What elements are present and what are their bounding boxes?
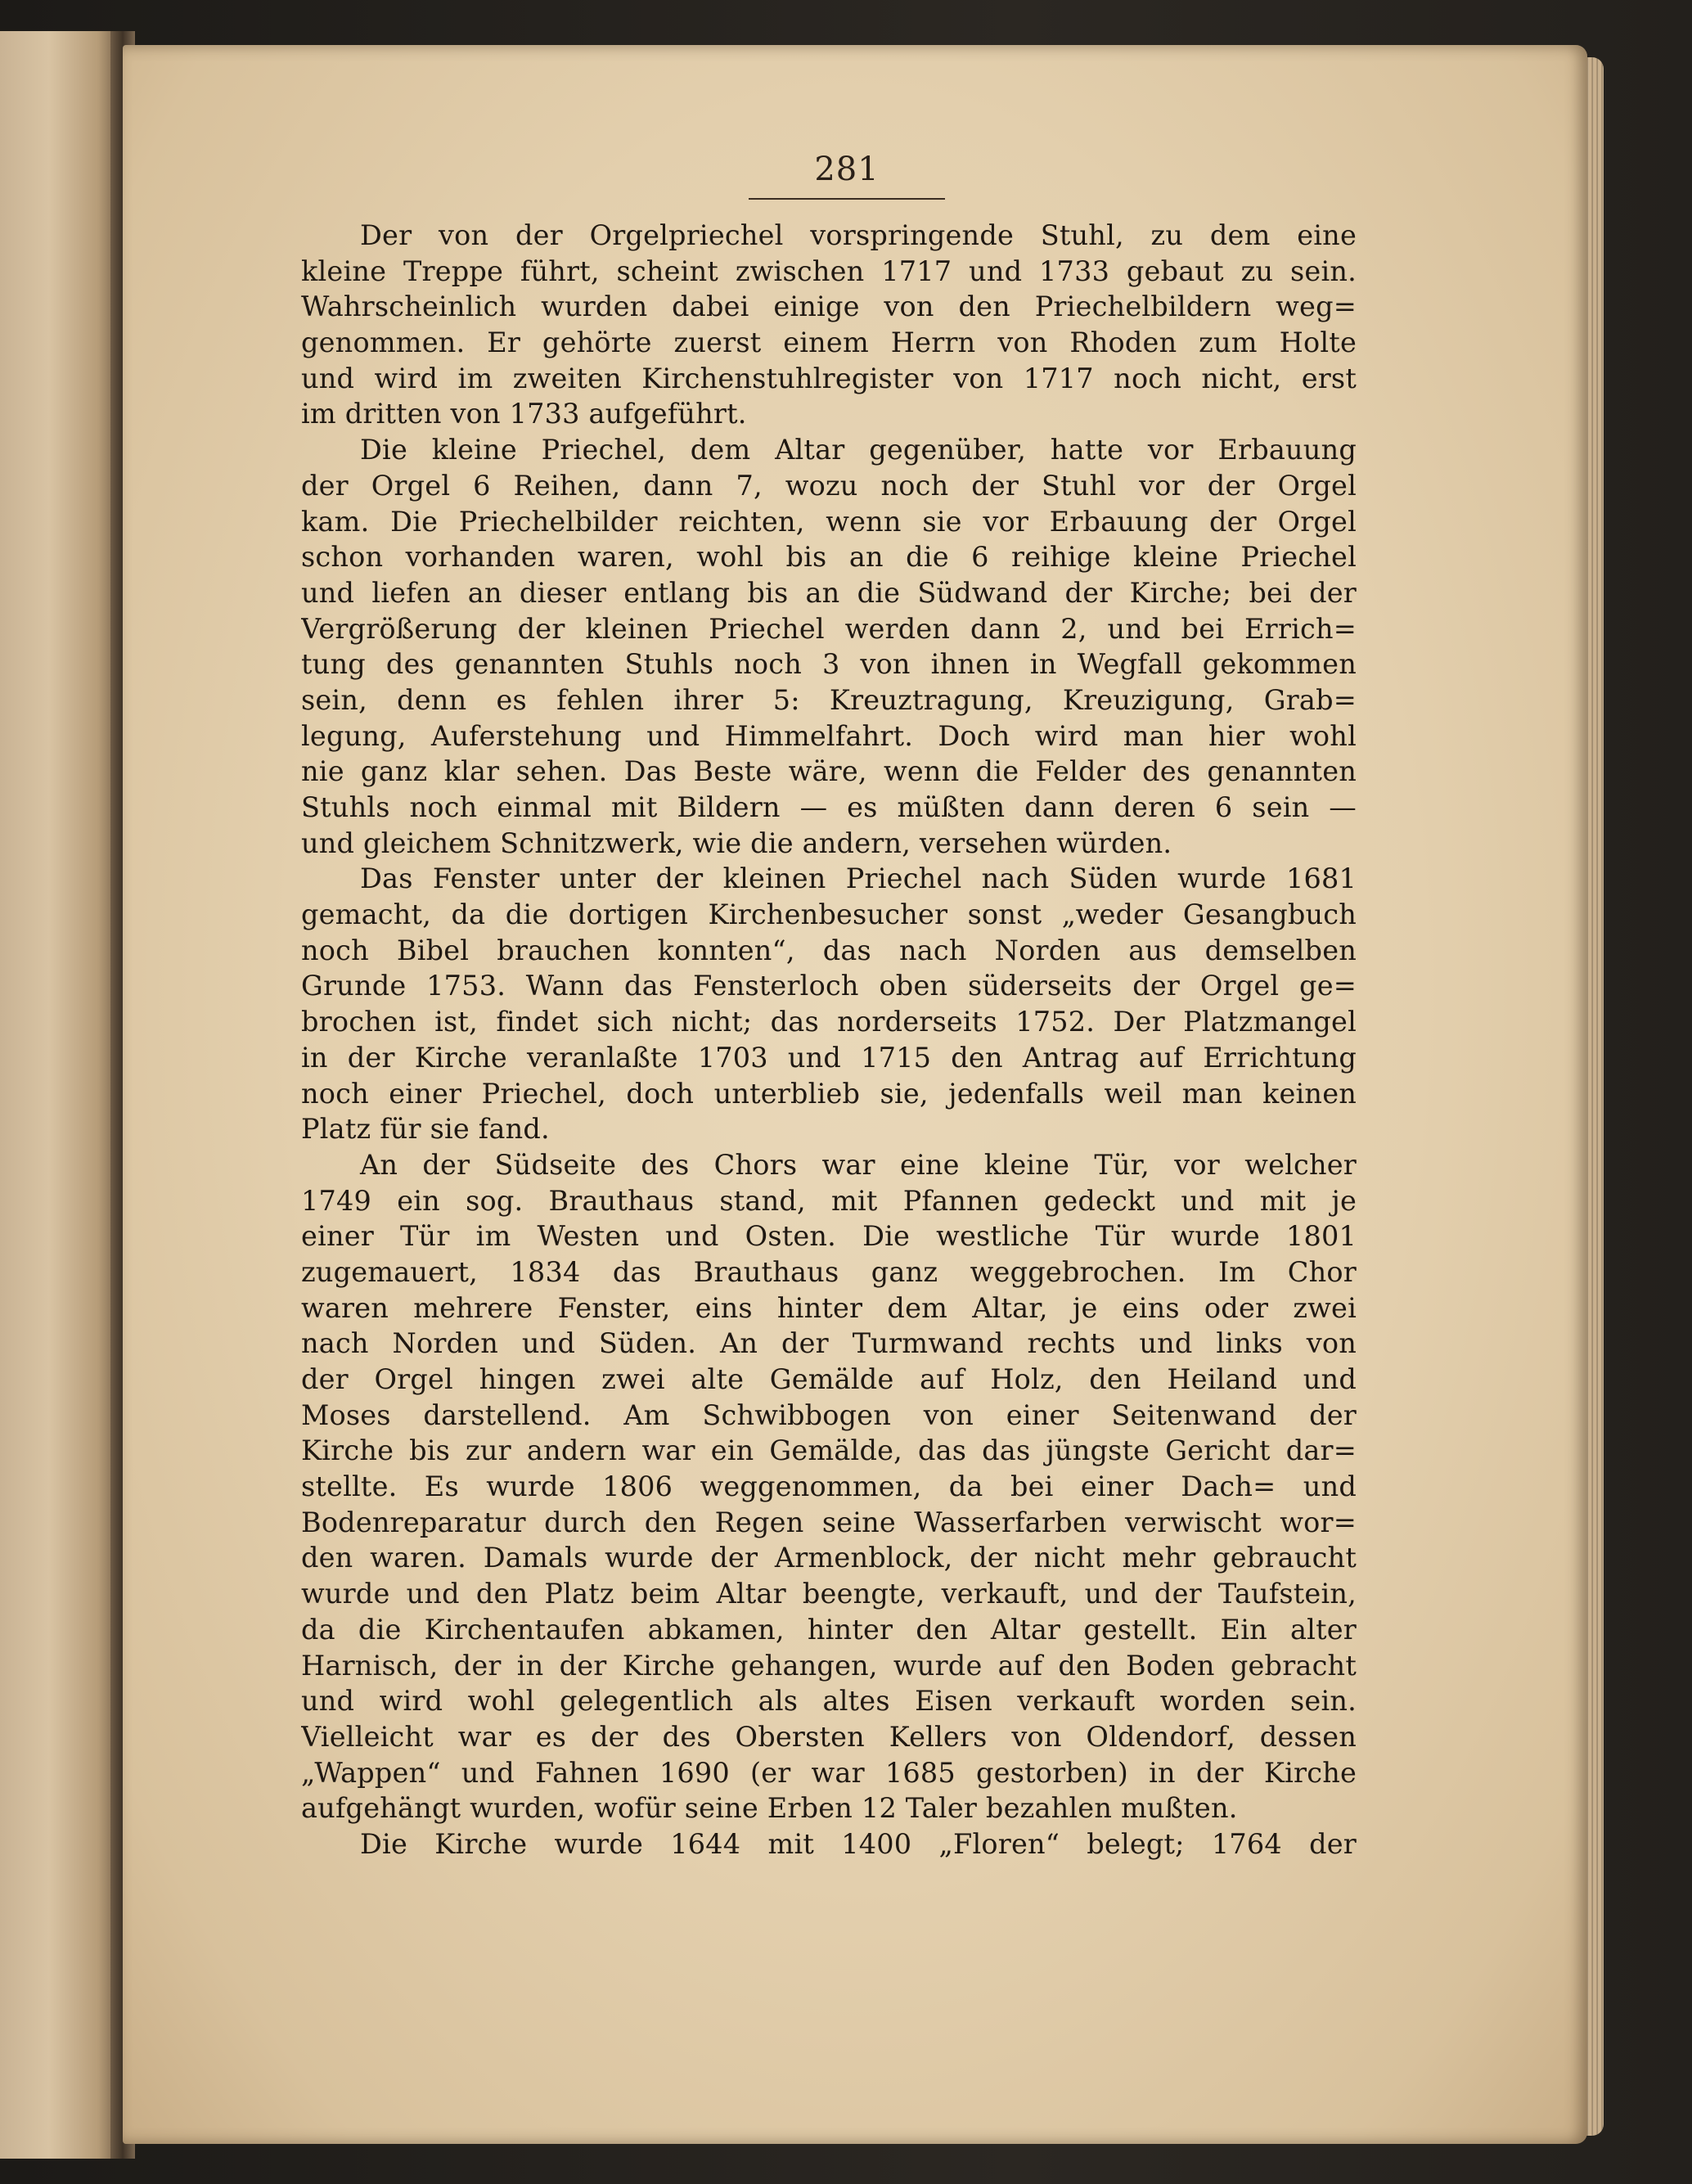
text-line: zugemauert, 1834 das Brauthaus ganz weggebrochen. Im Chor — [301, 1255, 1357, 1288]
text-line: Vielleicht war es der des Obersten Kellers von Oldendorf, dessen — [301, 1720, 1357, 1753]
text-line: da die Kirchentaufen abkamen, hinter den Altar gestellt. Ein alter — [301, 1613, 1357, 1646]
text-line: Wahrscheinlich wurden dabei einige von den Priechelbildern weg= — [301, 290, 1357, 323]
text-line: noch Bibel brauchen konnten“, das nach Norden aus demselben — [301, 934, 1357, 966]
text-line: wurde und den Platz beim Altar beengte, verkauft, und der Taufstein, — [301, 1578, 1357, 1610]
text-line: und wird wohl gelegentlich als altes Eisen verkauft worden sein. — [301, 1685, 1357, 1718]
text-line: waren mehrere Fenster, eins hinter dem Altar, je eins oder zwei — [301, 1291, 1357, 1324]
text-line: und liefen an dieser entlang bis an die Südwand der Kirche; bei der — [301, 576, 1357, 609]
text-line: genommen. Er gehörte zuerst einem Herrn von Rhoden zum Holte — [301, 326, 1357, 359]
text-line: aufgehängt wurden, wofür seine Erben 12 Taler bezahlen mußten. — [301, 1792, 1238, 1825]
text-line: nach Norden und Süden. An der Turmwand rechts und links von — [301, 1327, 1357, 1360]
text-line: schon vorhanden waren, wohl bis an die 6 reihige kleine Priechel — [301, 541, 1357, 574]
text-line: Die Kirche wurde 1644 mit 1400 „Floren“ belegt; 1764 der — [360, 1827, 1357, 1860]
text-line: einer Tür im Westen und Osten. Die westliche Tür wurde 1801 — [301, 1220, 1357, 1253]
text-line: im dritten von 1733 aufgeführt. — [301, 398, 747, 430]
text-line: Bodenreparatur durch den Regen seine Wasserfarben verwischt wor= — [301, 1506, 1357, 1538]
text-line: noch einer Priechel, doch unterblieb sie, jedenfalls weil man keinen — [301, 1077, 1357, 1110]
text-line: An der Südseite des Chors war eine kleine Tür, vor welcher — [360, 1148, 1357, 1181]
text-line: Platz für sie fand. — [301, 1113, 550, 1146]
text-line: und gleichem Schnitzwerk, wie die andern, versehen würden. — [301, 826, 1172, 859]
text-line: sein, denn es fehlen ihrer 5: Kreuztragung, Kreuzigung, Grab= — [301, 683, 1357, 716]
text-line: stellte. Es wurde 1806 weggenommen, da bei einer Dach= und — [301, 1470, 1357, 1503]
text-line: Das Fenster unter der kleinen Priechel nach Süden wurde 1681 — [360, 862, 1357, 895]
text-line: brochen ist, findet sich nicht; das norderseits 1752. Der Platzmangel — [301, 1006, 1357, 1038]
text-line: Vergrößerung der kleinen Priechel werden dann 2, und bei Errich= — [301, 612, 1357, 645]
text-line: der Orgel hingen zwei alte Gemälde auf Holz, den Heiland und — [301, 1363, 1357, 1395]
text-line: Die kleine Priechel, dem Altar gegenüber, hatte vor Erbauung — [360, 434, 1357, 466]
text-line: tung des genannten Stuhls noch 3 von ihnen in Wegfall gekommen — [301, 648, 1357, 681]
text-line: kam. Die Priechelbilder reichten, wenn sie vor Erbauung der Orgel — [301, 505, 1357, 538]
text-line: und wird im zweiten Kirchenstuhlregister von 1717 noch nicht, erst — [301, 362, 1357, 394]
text-line: Grunde 1753. Wann das Fensterloch oben süderseits der Orgel ge= — [301, 970, 1357, 1002]
text-line: „Wappen“ und Fahnen 1690 (er war 1685 gestorben) in der Kirche — [301, 1756, 1357, 1789]
text-line: Kirche bis zur andern war ein Gemälde, das das jüngste Gericht dar= — [301, 1434, 1357, 1467]
text-line: den waren. Damals wurde der Armenblock, der nicht mehr gebraucht — [301, 1542, 1357, 1574]
text-line: kleine Treppe führt, scheint zwischen 1717 und 1733 gebaut zu sein. — [301, 254, 1357, 287]
text-line: Harnisch, der in der Kirche gehangen, wurde auf den Boden gebracht — [301, 1649, 1357, 1682]
text-line: gemacht, da die dortigen Kirchenbesucher sonst „weder Gesangbuch — [301, 898, 1357, 931]
text-line: nie ganz klar sehen. Das Beste wäre, wenn die Felder des genannten — [301, 755, 1357, 788]
page-number-rule — [749, 198, 945, 200]
facing-page-edge — [0, 31, 123, 2159]
text-line: legung, Auferstehung und Himmelfahrt. Doch wird man hier wohl — [301, 719, 1357, 752]
text-line: Der von der Orgelpriechel vorspringende Stuhl, zu dem eine — [360, 219, 1357, 251]
text-line: Moses darstellend. Am Schwibbogen von einer Seitenwand der — [301, 1398, 1357, 1431]
page-number: 281 — [814, 151, 880, 188]
text-line: in der Kirche veranlaßte 1703 und 1715 den Antrag auf Errichtung — [301, 1041, 1357, 1074]
text-line: Stuhls noch einmal mit Bildern — es müßten dann deren 6 sein — — [301, 791, 1357, 823]
text-line: der Orgel 6 Reihen, dann 7, wozu noch der Stuhl vor der Orgel — [301, 469, 1357, 502]
body-text — [301, 218, 1357, 1862]
text-line: 1749 ein sog. Brauthaus stand, mit Pfannen gedeckt und mit je — [301, 1184, 1357, 1217]
